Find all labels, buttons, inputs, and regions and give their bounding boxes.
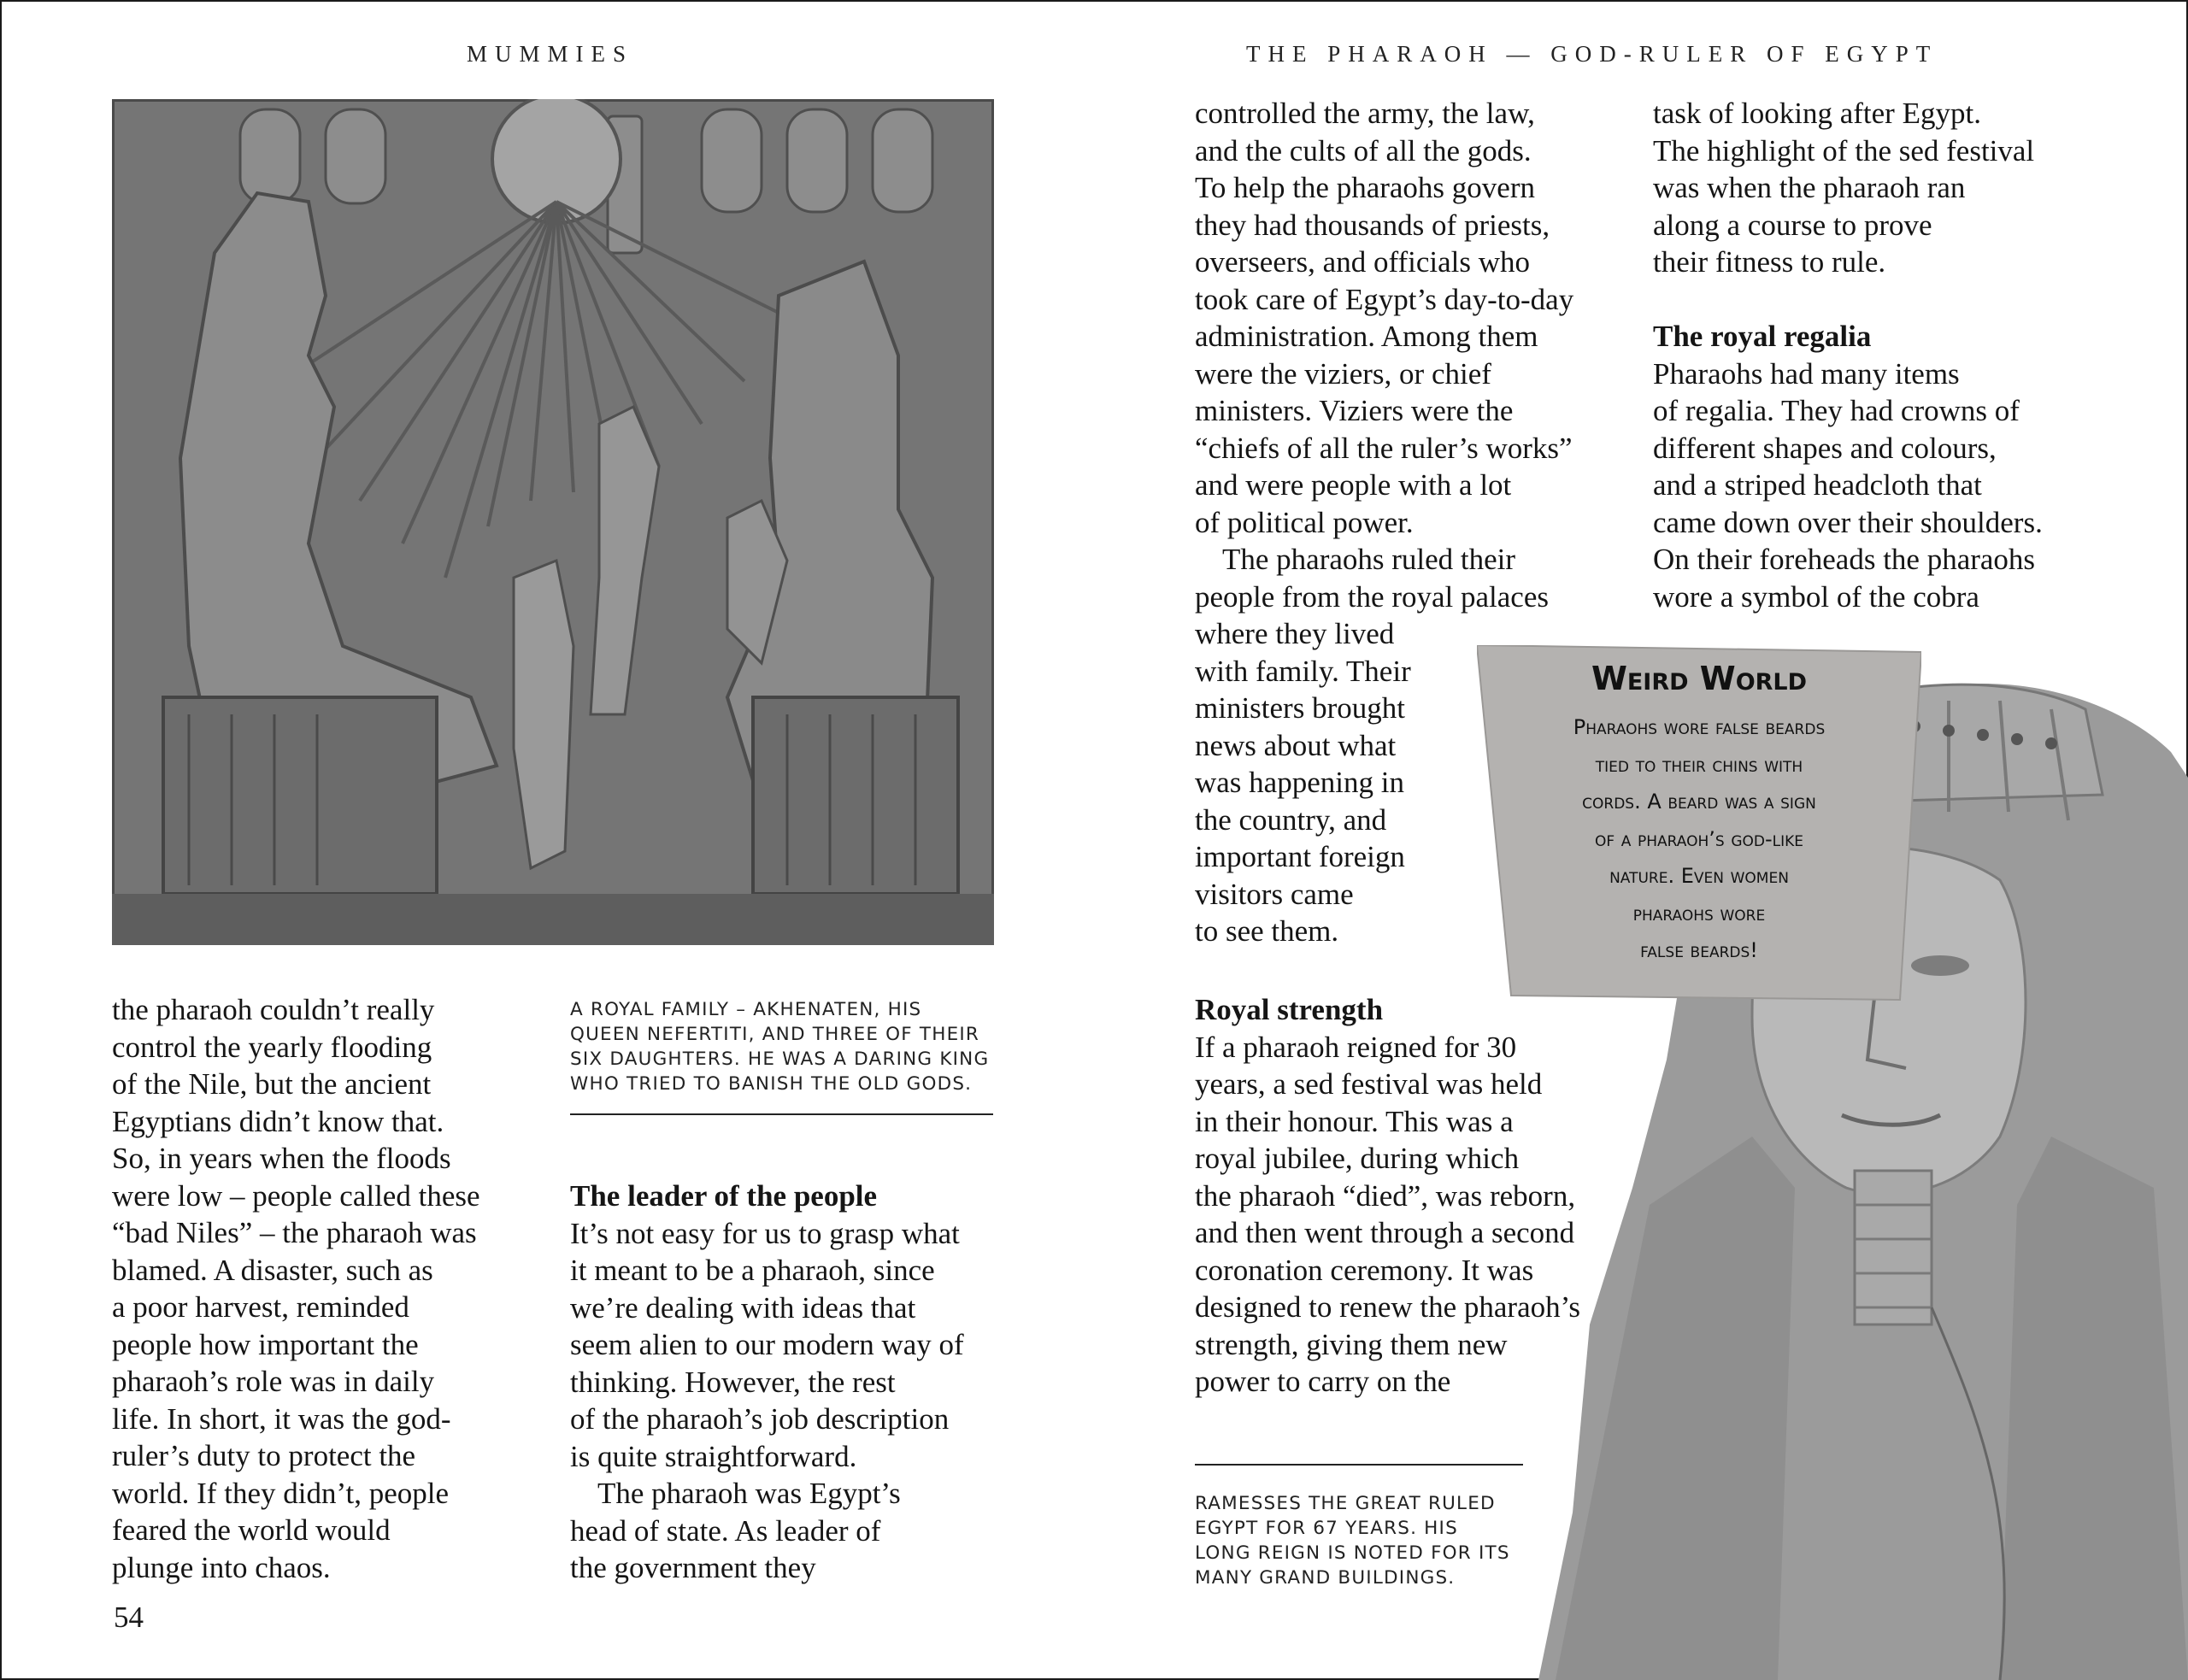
text-line: royal jubilee, during which <box>1195 1142 1520 1175</box>
text-line: world. If they didn’t, people <box>112 1476 449 1510</box>
text-line: and the cults of all the gods. <box>1195 133 1532 167</box>
text-line: strength, giving them new <box>1195 1327 1508 1361</box>
royal-family-relief-photo <box>112 99 994 945</box>
text-line: wore a symbol of the cobra <box>1653 579 1979 614</box>
text-line: their fitness to rule. <box>1653 245 1886 279</box>
section-heading-strength: Royal strength <box>1195 993 1384 1026</box>
text-line: where they lived <box>1195 617 1395 650</box>
text-line: of political power. <box>1195 505 1414 539</box>
text-line: they had thousands of priests, <box>1195 208 1550 242</box>
section-heading-leader: The leader of the people <box>570 1179 878 1213</box>
text-line: along a course to prove <box>1653 208 1932 242</box>
text-line: of a pharaoh’s god-like <box>1594 826 1804 851</box>
text-line: a poor harvest, reminded <box>112 1290 409 1324</box>
text-line: and were people with a lot <box>1195 468 1512 502</box>
page-number: 54 <box>114 1601 144 1634</box>
text-line: coronation ceremony. It was <box>1195 1253 1534 1287</box>
text-line: control the yearly flooding <box>112 1030 432 1064</box>
text-line: we’re dealing with ideas that <box>570 1290 916 1325</box>
text-line: of the Nile, but the ancient <box>112 1067 432 1101</box>
text-line: false beards! <box>1640 938 1758 962</box>
text-line: pharaoh’s role was in daily <box>112 1365 435 1398</box>
weird-world-title: Weird World <box>1591 660 1808 697</box>
text-line: was when the pharaoh ran <box>1653 171 1966 204</box>
text-line: To help the pharaohs govern <box>1195 171 1535 204</box>
text-line: of the pharaoh’s job description <box>570 1402 950 1436</box>
text-line: The pharaohs ruled their <box>1222 543 1516 576</box>
text-line: visitors came <box>1195 877 1354 911</box>
text-line: ruler’s duty to protect the <box>112 1439 416 1472</box>
text-line: people how important the <box>112 1327 419 1361</box>
text-line: and then went through a second <box>1195 1216 1575 1249</box>
text-line: plunge into chaos. <box>112 1550 331 1584</box>
text-line: feared the world would <box>112 1513 391 1547</box>
text-line: controlled the army, the law, <box>1195 97 1535 130</box>
caption-rule <box>570 1113 993 1115</box>
left-column-text <box>112 991 480 1586</box>
text-line: If a pharaoh reigned for 30 <box>1195 1030 1517 1064</box>
text-line: thinking. However, the rest <box>570 1365 896 1399</box>
running-head-right: THE PHARAOH — GOD-RULER OF EGYPT <box>1246 41 1938 67</box>
text-line: administration. Among them <box>1195 320 1538 353</box>
text-line: took care of Egypt’s day-to-day <box>1195 282 1574 316</box>
text-line: life. In short, it was the god- <box>112 1401 451 1436</box>
royal-strength-section <box>1195 991 1580 1401</box>
text-line: So, in years when the floods <box>112 1142 451 1175</box>
relief-photo-caption: A ROYAL FAMILY – AKHENATEN, HIS QUEEN NEFERTITI, AND THREE OF THEIR SIX DAUGHTERS. HE WAS A DARING KING WHO TRIED TO BANISH THE OLD GODS. <box>570 999 990 1095</box>
text-line: cords. A beard was a sign <box>1582 790 1816 814</box>
text-line: different shapes and colours, <box>1653 431 1997 465</box>
text-line: the pharaoh “died”, was reborn, <box>1195 1178 1576 1213</box>
text-line: were low – people called these <box>112 1178 480 1213</box>
left-column-2-text <box>570 1178 964 1587</box>
text-line: “chiefs of all the ruler’s works” <box>1195 431 1573 465</box>
statue-caption-rule <box>1195 1464 1523 1466</box>
text-line: head of state. As leader of <box>570 1513 881 1548</box>
text-line: power to carry on the <box>1195 1365 1451 1398</box>
text-line: task of looking after Egypt. <box>1653 97 1981 130</box>
text-line: is quite straightforward. <box>570 1439 857 1473</box>
text-line: of regalia. They had crowns of <box>1653 394 2020 427</box>
text-line: years, a sed festival was held <box>1195 1067 1543 1101</box>
text-line: blamed. A disaster, such as <box>112 1253 433 1287</box>
text-line: pharaohs wore <box>1632 901 1766 925</box>
text-line: the government they <box>570 1551 816 1584</box>
text-line: ministers brought <box>1195 691 1405 725</box>
text-line: tied to their chins with <box>1595 752 1803 777</box>
text-line: On their foreheads the pharaohs <box>1653 543 2036 576</box>
text-line: seem alien to our modern way of <box>570 1328 964 1361</box>
text-line: came down over their shoulders. <box>1653 505 2043 539</box>
text-line: in their honour. This was a <box>1195 1104 1514 1138</box>
text-line: news about what <box>1195 728 1397 762</box>
text-line: the country, and <box>1195 802 1387 837</box>
text-line: Pharaohs wore false beards <box>1573 715 1826 739</box>
text-line: nature. Even women <box>1609 864 1789 888</box>
text-line: The pharaoh was Egypt’s <box>597 1477 901 1510</box>
text-line: people from the royal palaces <box>1195 579 1549 614</box>
text-line: ministers. Viziers were the <box>1195 394 1514 427</box>
text-line: with family. Their <box>1195 654 1411 688</box>
text-line: it meant to be a pharaoh, since <box>570 1254 935 1287</box>
text-line: Egyptians didn’t know that. <box>112 1104 444 1138</box>
text-line: Pharaohs had many items <box>1653 356 1960 391</box>
text-line: was happening in <box>1195 766 1404 799</box>
text-line: to see them. <box>1195 914 1339 948</box>
text-line: and a striped headcloth that <box>1653 468 1982 502</box>
text-line: It’s not easy for us to grasp what <box>570 1216 960 1250</box>
section-heading-regalia: The royal regalia <box>1653 320 1872 353</box>
right-column-2-text <box>1653 95 2043 615</box>
text-line: important foreign <box>1195 840 1405 873</box>
running-head-left: MUMMIES <box>467 41 634 67</box>
text-line: overseers, and officials who <box>1195 245 1531 279</box>
weird-world-text <box>1487 709 1911 970</box>
text-line: were the viziers, or chief <box>1195 356 1491 391</box>
text-line: The highlight of the sed festival <box>1653 133 2035 167</box>
text-line: designed to renew the pharaoh’s <box>1195 1290 1580 1324</box>
statue-caption: RAMESSES THE GREAT RULED EGYPT FOR 67 YEARS. HIS LONG REIGN IS NOTED FOR ITS MANY GRAND BUILDINGS. <box>1195 1493 1510 1589</box>
text-line: “bad Niles” – the pharaoh was <box>112 1216 477 1249</box>
text-line: the pharaoh couldn’t really <box>112 993 435 1026</box>
